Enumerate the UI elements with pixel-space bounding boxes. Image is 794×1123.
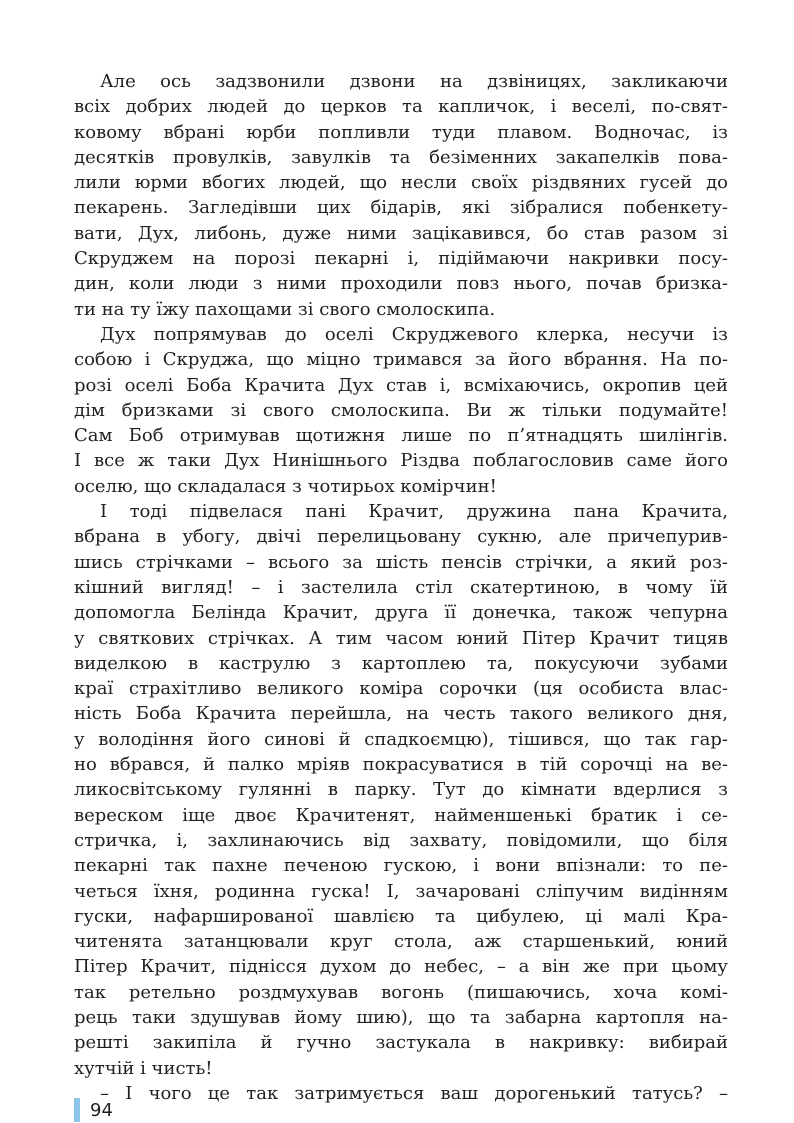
text-line: Сам Боб отримував щотижня лише по п’ятнадцять шилінгів. — [74, 425, 728, 447]
text-line: Пітер Крачит, піднісся духом до небес, – а він же при цьому — [74, 956, 728, 978]
text-line: вати, Дух, либонь, дуже ними зацікавився, бо став разом зі — [74, 222, 728, 244]
text-line: лили юрми вбогих людей, що несли своїх різдвяних гусей до — [74, 172, 728, 194]
text-line: но вбрався, й палко мріяв покрасуватися в тій сорочці на ве- — [74, 754, 728, 776]
text-line: пекарні так пахне печеною гускою, і вони впізнали: то пе- — [74, 855, 728, 877]
text-line: шись стрічками – всього за шість пенсів стрічки, а який роз- — [74, 551, 728, 573]
text-line: Скруджем на порозі пекарні і, підіймаючи накривки посу- — [74, 248, 728, 270]
text-line: ковому вбрані юрби попливли туди плавом. Водночас, із — [74, 121, 728, 143]
paragraph — [74, 499, 728, 1081]
page-footer — [74, 1098, 113, 1122]
text-line: Дух попрямував до оселі Скруджевого клерка, несучи із — [100, 323, 728, 345]
text-line: гуски, нафаршированої шавлією та цибулею, ці малі Кра- — [74, 905, 728, 927]
text-line: виделкою в каструлю з картоплею та, покусуючи зубами — [74, 652, 728, 674]
text-line: І тоді підвелася пані Крачит, дружина пана Крачита, — [100, 501, 728, 523]
text-line: допомогла Белінда Крачит, друга її донечка, також чепурна — [74, 602, 728, 624]
text-line: Але ось задзвонили дзвони на дзвіницях, закликаючи — [100, 71, 728, 92]
text-line: так ретельно роздмухував вогонь (пишаючись, хоча комі- — [74, 981, 728, 1003]
text-line: хутчій і чисть! — [74, 1057, 213, 1079]
paragraph — [74, 1081, 728, 1106]
text-line: ти на ту їжу пахощами зі свого смолоскипа. — [74, 298, 496, 320]
paragraph — [74, 322, 728, 499]
text-line: читенята затанцювали круг стола, аж старшенький, юний — [74, 931, 728, 953]
text-line: І все ж таки Дух Нинішнього Різдва поблагословив саме його — [74, 450, 728, 472]
text-line: кішний вигляд! – і застелила стіл скатертиною, в чому їй — [74, 576, 728, 598]
text-line: стричка, і, захлинаючись від захвату, повідомили, що біля — [74, 829, 728, 851]
text-line: вереском іще двоє Крачитенят, найменшенькі братик і се- — [74, 804, 728, 826]
text-line: розі оселі Боба Крачита Дух став і, всміхаючись, окропив цей — [74, 374, 728, 396]
text-line: – І чого це так затримується ваш дорогенький татусь? – — [100, 1082, 728, 1104]
text-line: ликосвітському гулянні в парку. Тут до кімнати вдерлися з — [74, 779, 728, 801]
text-line: дім бризками зі свого смолоскипа. Ви ж тільки подумайте! — [74, 399, 728, 421]
text-line: всіх добрих людей до церков та капличок, і веселі, по-свят- — [74, 96, 728, 118]
text-line: у святкових стрічках. А тим часом юний Пітер Крачит тицяв — [74, 627, 728, 649]
text-line: рець таки здушував йому шию), що та забарна картопля на- — [74, 1006, 728, 1028]
text-line: оселю, що складалася з чотирьох комірчин! — [74, 475, 497, 497]
text-line: четься їхня, родинна гуска! І, зачаровані сліпучим видінням — [74, 880, 728, 902]
text-line: дин, коли люди з ними проходили повз нього, почав бризка- — [74, 273, 728, 295]
text-line: решті закипіла й гучно застукала в накривку: вибирай — [74, 1032, 728, 1054]
text-line: собою і Скруджа, що міцно тримався за його вбрання. На по- — [74, 349, 728, 371]
paragraph — [74, 69, 728, 322]
body-text — [74, 69, 728, 1106]
text-line: десятків провулків, завулків та безіменних закапелків пова- — [74, 146, 728, 168]
page-number: 94 — [90, 1099, 113, 1121]
text-line: ність Боба Крачита перейшла, на честь такого великого дня, — [74, 703, 728, 725]
text-line: у володіння його синові й спадкоємцю), тішився, що так гар- — [74, 728, 728, 750]
text-line: краї страхітливо великого коміра сорочки (ця особиста влас- — [74, 678, 728, 700]
folio-accent-bar — [74, 1098, 80, 1122]
text-line: пекарень. Загледівши цих бідарів, які зібралися побенкету- — [74, 197, 728, 219]
text-line: вбрана в убогу, двічі перелицьовану сукню, але причепурив- — [74, 526, 728, 548]
